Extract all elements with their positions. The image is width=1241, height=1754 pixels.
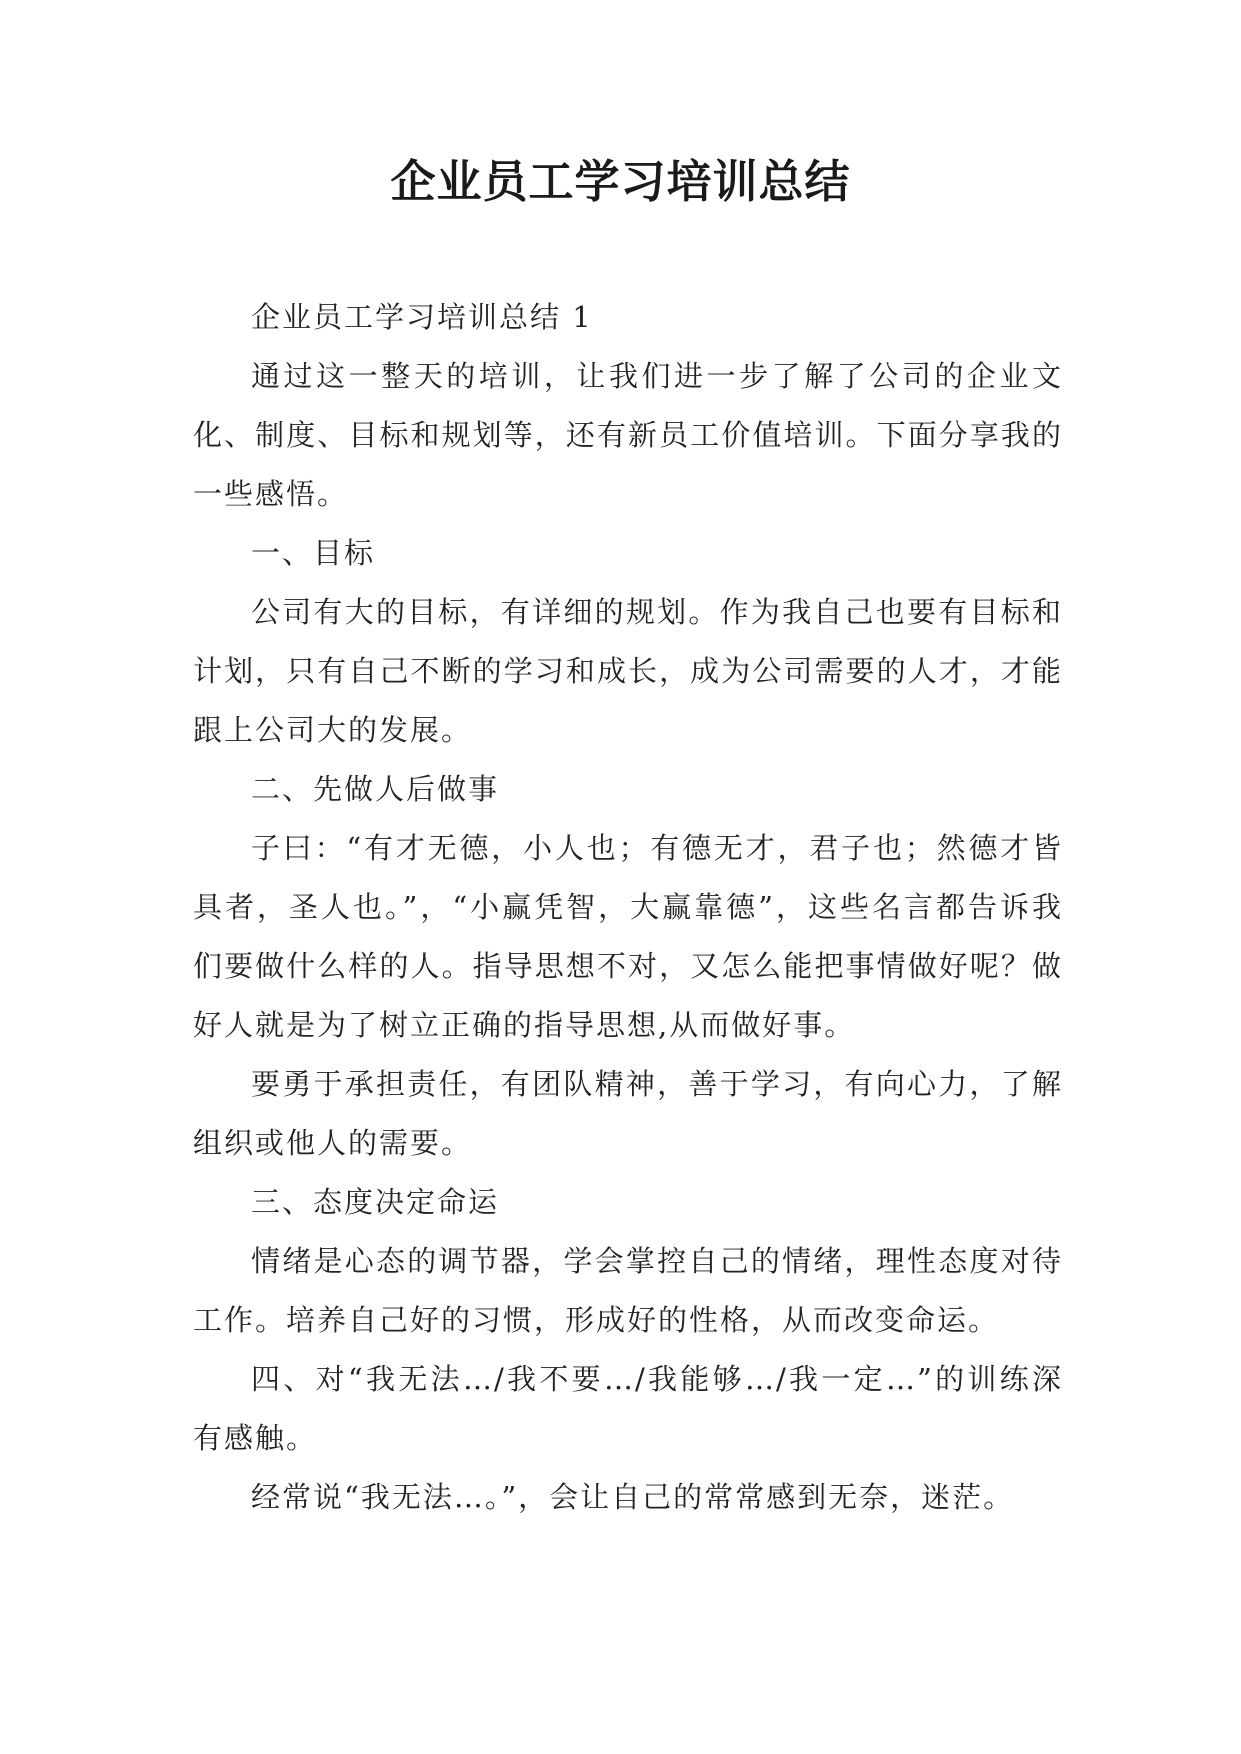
subtitle-paragraph: 企业员工学习培训总结 1 [251,300,593,334]
attitude-paragraph: 情绪是心态的调节器，学会掌控自己的情绪，理性态度对待工作。培养自己好的习惯，形成好的性格，从而改变命运。 [193,1244,1063,1337]
responsibility-paragraph: 要勇于承担责任，有团队精神，善于学习，有向心力，了解组织或他人的需要。 [193,1067,1063,1160]
section-heading-attitude: 三、态度决定命运 [251,1185,500,1219]
document-title: 企业员工学习培训总结 [390,155,851,208]
section-heading-character: 二、先做人后做事 [251,772,500,806]
goal-paragraph: 公司有大的目标，有详细的规划。作为我自己也要有目标和计划，只有自己不断的学习和成长，成为公司需要的人才，才能跟上公司大的发展。 [193,595,1063,747]
section-heading-training: 四、对“我无法…/我不要…/我能够…/我一定…”的训练深有感触。 [193,1362,1063,1455]
section-heading-goal: 一、目标 [251,536,376,570]
training-paragraph: 经常说“我无法…。”，会让自己的常常感到无奈，迷茫。 [251,1480,1015,1514]
character-paragraph: 子曰：“有才无德，小人也；有德无才，君子也；然德才皆具者，圣人也。”，“小赢凭智，大赢靠德”，这些名言都告诉我们要做什么样的人。指导思想不对，又怎么能把事情做好呢？做好人就是为了树立正确的指导思想,从而做好事。 [193,831,1063,1042]
document-body [193,288,1063,1527]
intro-paragraph: 通过这一整天的培训，让我们进一步了解了公司的企业文化、制度、目标和规划等，还有新员工价值培训。下面分享我的一些感悟。 [193,359,1063,511]
